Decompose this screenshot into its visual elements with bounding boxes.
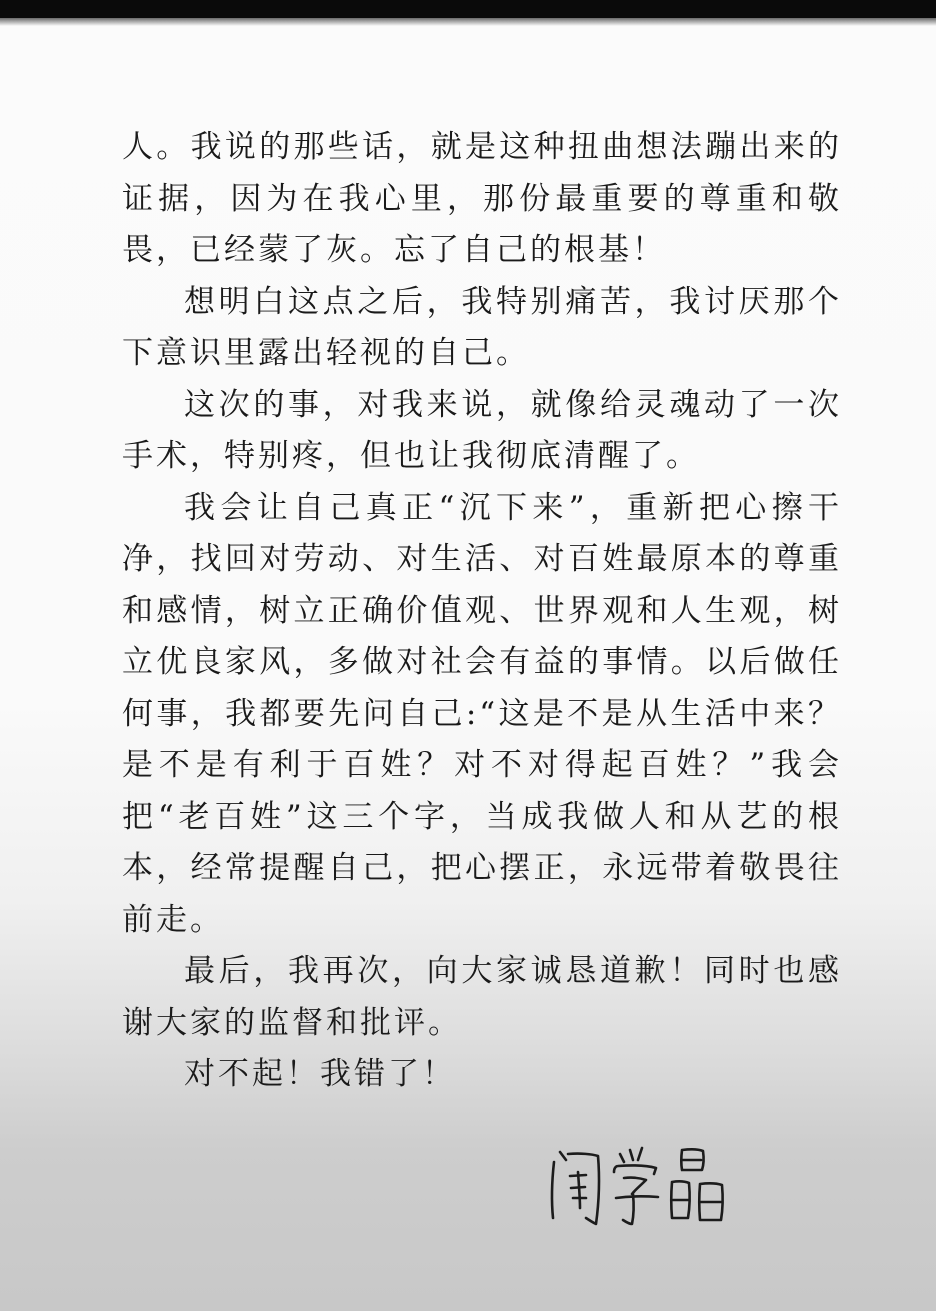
top-bar-shadow [0, 18, 936, 26]
signature-drawing [540, 1140, 750, 1235]
paragraph-closing: 对不起！我错了！ [184, 1056, 456, 1092]
paragraph-realization: 想明白这点之后，我特别痛苦，我讨厌那个下意识里露出轻视的自己。 [122, 283, 842, 371]
top-status-bar [0, 0, 936, 18]
paragraph-apology: 最后，我再次，向大家诚恳道歉！同时也感谢大家的监督和批评。 [122, 953, 842, 1041]
paragraph-commitment: 我会让自己真正“沉下来”，重新把心擦干净，找回对劳动、对生活、对百姓最原本的尊重和感情，树立正确价值观、世界观和人生观，树立优良家风，多做对社会有益的事情。以后做任何事，我都要先问自己:“这是不是从生活中来？是不是有利于百姓？对不对得起百姓？”我会把“老百姓”这三个字，当成我做人和从艺的根本，经常提醒自己，把心摆正，永远带着敬畏往前走。 [122, 489, 842, 938]
paragraph-surgery: 这次的事，对我来说，就像给灵魂动了一次手术，特别疼，但也让我彻底清醒了。 [122, 386, 842, 474]
apology-letter-body [122, 122, 842, 1101]
paragraph-continuation: 人。我说的那些话，就是这种扭曲想法蹦出来的证据，因为在我心里，那份最重要的尊重和敬畏，已经蒙了灰。忘了自己的根基！ [122, 129, 842, 268]
handwritten-signature [540, 1140, 750, 1235]
